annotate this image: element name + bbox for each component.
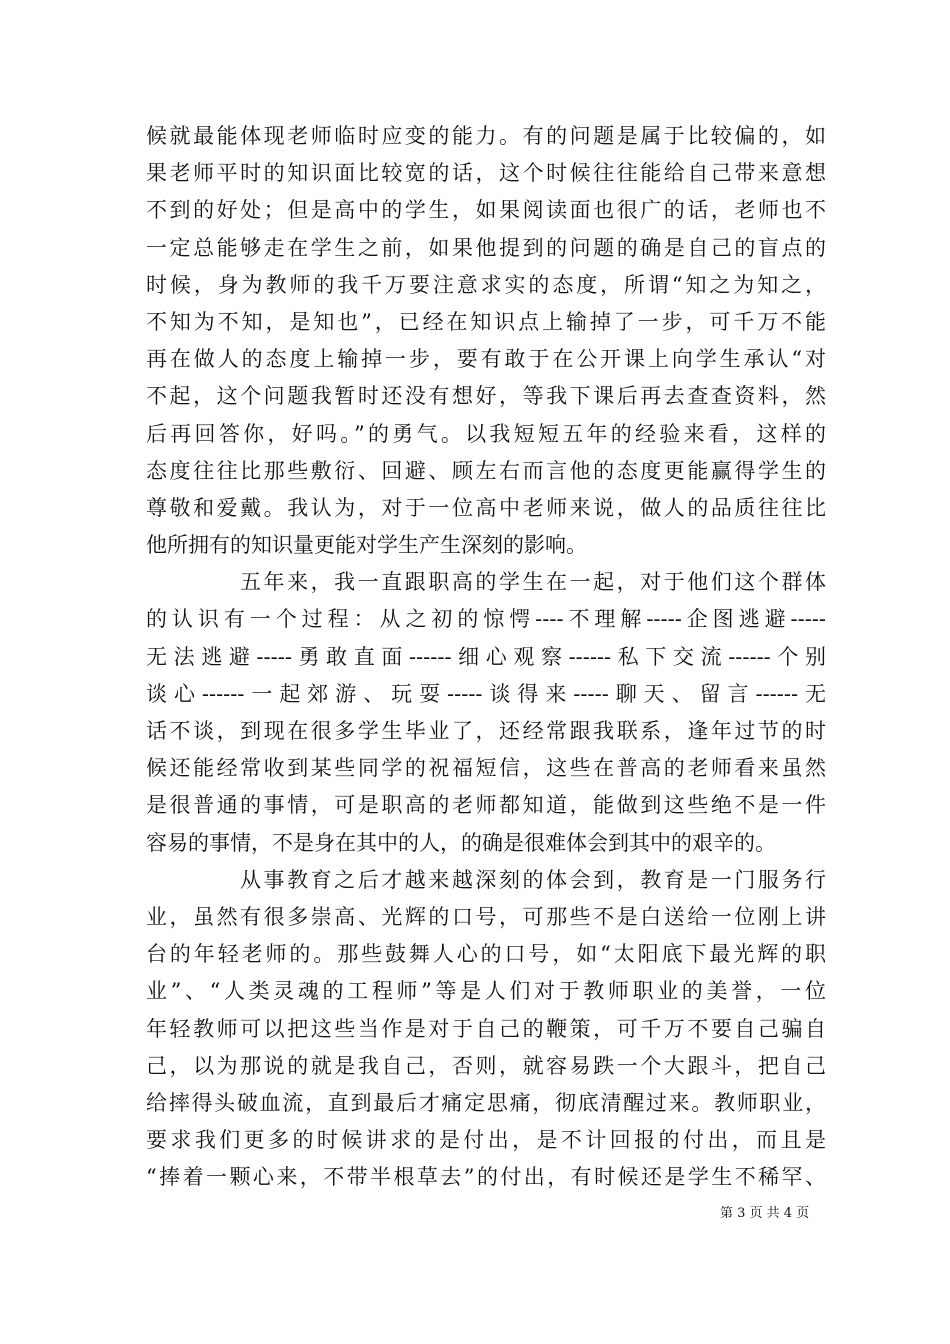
paragraph-3-line-2: 业，虽然有很多崇高、光辉的口号，可那些不是白送给一位刚上讲 [146, 904, 826, 929]
paragraph-2-line-8: 容易的事情，不是身在其中的人，的确是很难体会到其中的艰辛的。 [146, 830, 776, 855]
paragraph-3-line-3: 台的年轻老师的。那些鼓舞人心的口号，如“太阳底下最光辉的职 [146, 942, 826, 967]
paragraph-1-line-3: 不到的好处；但是高中的学生，如果阅读面也很广的话，老师也不 [146, 198, 826, 223]
paragraph-1-line-8: 不起，这个问题我暂时还没有想好，等我下课后再去查查资料，然 [146, 384, 826, 409]
paragraph-1-line-4: 一定总能够走在学生之前，如果他提到的问题的确是自己的盲点的 [146, 235, 826, 260]
paragraph-1-line-10: 态度往往比那些敷衍、回避、顾左右而言他的态度更能赢得学生的 [146, 458, 826, 483]
paragraph-1-line-6: 不知为不知，是知也”，已经在知识点上输掉了一步，可千万不能 [146, 309, 826, 334]
paragraph-2-line-3: 无法逃避-----勇敢直面------细心观察------私下交流------个别 [146, 644, 826, 669]
paragraph-3-line-9: “捧着一颗心来，不带半根草去”的付出，有时候还是学生不稀罕、 [146, 1165, 826, 1190]
paragraph-2-line-1: 五年来，我一直跟职高的学生在一起，对于他们这个群体 [240, 570, 826, 595]
paragraph-2-line-2: 的认识有一个过程：从之初的惊愕----不理解-----企图逃避----- [146, 607, 826, 632]
paragraph-3-line-7: 给摔得头破血流，直到最后才痛定思痛，彻底清醒过来。教师职业， [146, 1090, 826, 1115]
paragraph-3-line-6: 己，以为那说的就是我自己，否则，就容易跌一个大跟斗，把自己 [146, 1053, 826, 1078]
paragraph-3-line-4: 业”、“人类灵魂的工程师”等是人们对于教师职业的美誉，一位 [146, 979, 826, 1004]
document-body [146, 118, 826, 1196]
paragraph-3-line-1: 从事教育之后才越来越深刻的体会到，教育是一门服务行 [240, 867, 826, 892]
paragraph-1-line-1: 候就最能体现老师临时应变的能力。有的问题是属于比较偏的，如 [146, 124, 826, 148]
paragraph-1-line-11: 尊敬和爱戴。我认为，对于一位高中老师来说，做人的品质往往比 [146, 495, 826, 520]
paragraph-1-line-2: 果老师平时的知识面比较宽的话，这个时候往往能给自己带来意想 [146, 161, 826, 186]
paragraph-1-line-5: 时候，身为教师的我千万要注意求实的态度，所谓“知之为知之， [146, 272, 826, 297]
paragraph-2-line-4: 谈心------一起郊游、玩耍-----谈得来-----聊天、留言------无 [146, 681, 826, 706]
paragraph-3-line-5: 年轻教师可以把这些当作是对于自己的鞭策，可千万不要自己骗自 [146, 1016, 826, 1041]
paragraph-1-line-9: 后再回答你，好吗。”的勇气。以我短短五年的经验来看，这样的 [146, 421, 826, 446]
paragraph-1-line-7: 再在做人的态度上输掉一步，要有敢于在公开课上向学生承认“对 [146, 347, 826, 372]
paragraph-2-line-6: 候还能经常收到某些同学的祝福短信，这些在普高的老师看来虽然 [146, 756, 826, 781]
page-number-footer: 第 3 页 共 4 页 [720, 1206, 810, 1221]
paragraph-2-line-7: 是很普通的事情，可是职高的老师都知道，能做到这些绝不是一件 [146, 793, 826, 818]
paragraph-2-line-5: 话不谈，到现在很多学生毕业了，还经常跟我联系，逢年过节的时 [146, 719, 826, 743]
paragraph-3-line-8: 要求我们更多的时候讲求的是付出，是不计回报的付出，而且是 [146, 1128, 826, 1153]
paragraph-1-line-12: 他所拥有的知识量更能对学生产生深刻的影响。 [146, 533, 587, 558]
